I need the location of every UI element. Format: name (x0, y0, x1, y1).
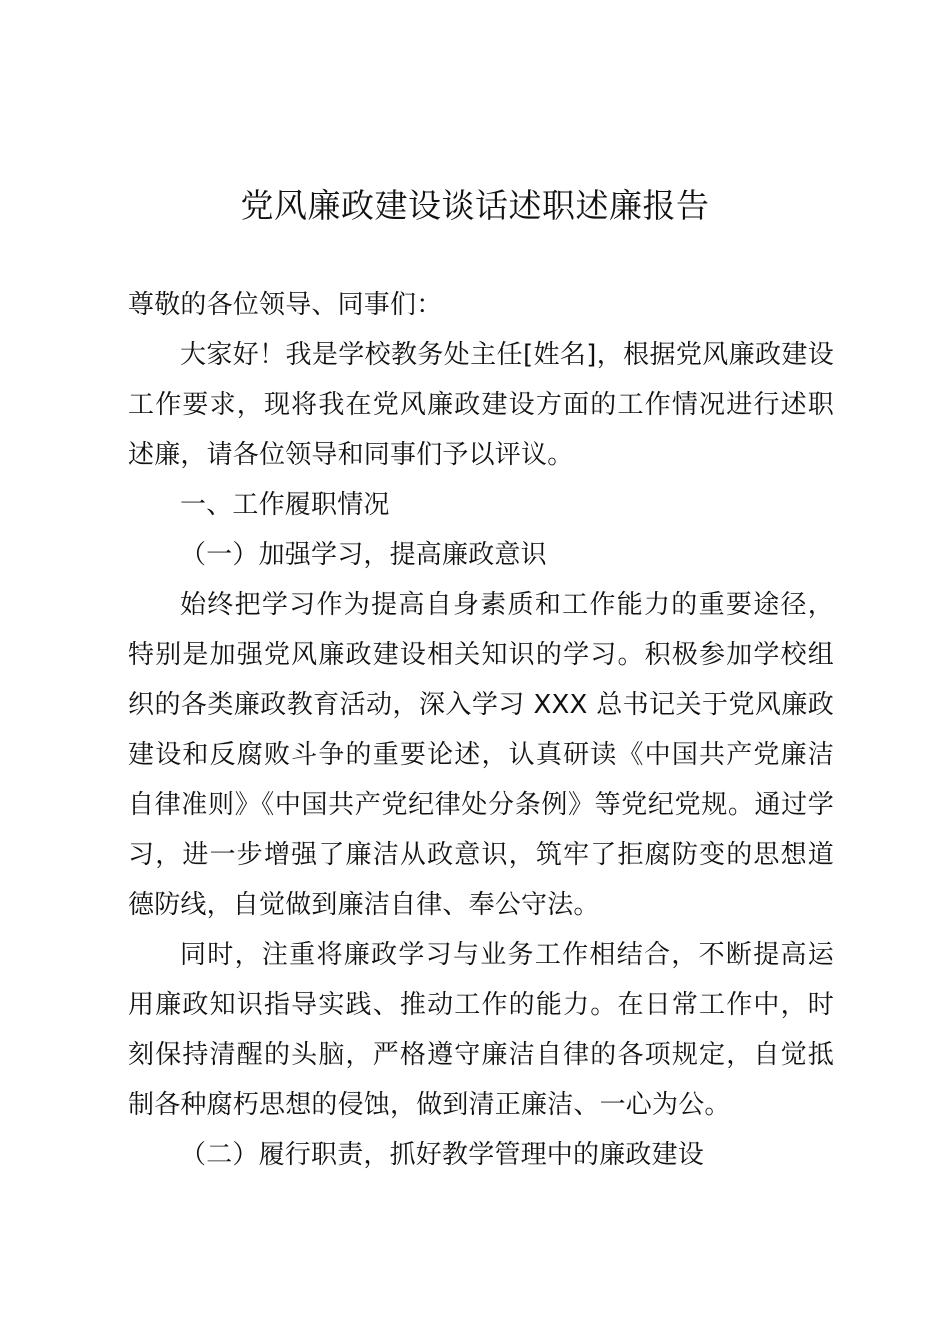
salutation: 尊敬的各位领导、同事们： (128, 290, 443, 320)
paragraph-study: 始终把学习作为提高自身素质和工作能力的重要途径，特别是加强党风廉政建设相关知识的学习。积极参加学校组织的各类廉政教育活动，深入学习 XXX 总书记关于党风廉政建设和反腐败斗争的重要论述，认真研读《中国共产党廉洁自律准则》《中国共产党纪律处分条例》等党纪党规。通过学习，进一步增强了廉洁从政意识，筑牢了拒腐防变的思想道德防线，自觉做到廉洁自律、奉公守法。 (128, 590, 834, 920)
subsection-heading-2: （二）履行职责，抓好教学管理中的廉政建设 (180, 1140, 705, 1170)
section-heading-1: 一、工作履职情况 (180, 490, 390, 520)
document-body (128, 280, 834, 1180)
subsection-heading-1: （一）加强学习，提高廉政意识 (180, 540, 547, 570)
paragraph-intro: 大家好！我是学校教务处主任[姓名]，根据党风廉政建设工作要求，现将我在党风廉政建设方面的工作情况进行述职述廉，请各位领导和同事们予以评议。 (128, 340, 834, 470)
paragraph-practice: 同时，注重将廉政学习与业务工作相结合，不断提高运用廉政知识指导实践、推动工作的能力。在日常工作中，时刻保持清醒的头脑，严格遵守廉洁自律的各项规定，自觉抵制各种腐朽思想的侵蚀，做到清正廉洁、一心为公。 (128, 940, 834, 1120)
document-title: 党风廉政建设谈话述职述廉报告 (240, 186, 710, 225)
